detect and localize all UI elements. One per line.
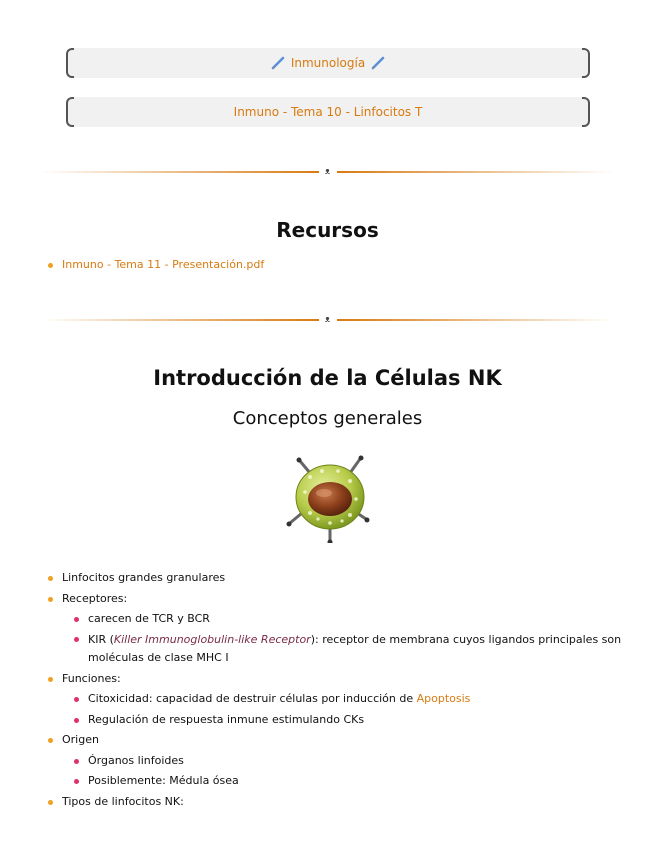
course-link[interactable]: Inmunología [290,56,366,70]
kir-term: Killer Immunoglobulin-like Receptor [113,632,311,646]
intro-subtitle: Conceptos generales [232,408,423,429]
sub-list [62,751,623,792]
recursos-heading: Recursos [276,218,379,242]
sub-list [62,689,623,730]
list-item: KIR (Killer Immunoglobulin-like Receptor): receptor de membrana cuyos ligandos principales son moléculas de clase MHC I [74,630,623,669]
content-list [48,568,623,812]
sub-list [62,609,623,669]
recursos-list [48,258,264,271]
section-divider [40,166,615,178]
divider-ornament-icon: ᴥ [324,167,331,177]
list-item: Funciones: Citoxicidad: capacidad de destruir células por inducción de Apoptosis Regulación de respuesta inmune estimulando CKs [48,669,623,731]
list-item: Tipos de linfocitos NK: [48,792,623,813]
syringe-icon [271,56,285,70]
list-item: Linfocitos grandes granulares [48,568,623,589]
intro-title: Introducción de la Células NK [153,366,502,390]
nk-cell-illustration [280,447,376,543]
list-item: Origen Órganos linfoides Posiblemente: Médula ósea [48,730,623,792]
list-item: Citoxicidad: capacidad de destruir células por inducción de Apoptosis [74,689,623,710]
course-nav-box [68,48,588,78]
syringe-icon [371,56,385,70]
list-item: Regulación de respuesta inmune estimulando CKs [74,710,623,731]
section-divider [40,314,615,326]
divider-ornament-icon: ᴥ [324,315,331,325]
list-item: Posiblemente: Médula ósea [74,771,623,792]
list-item: Órganos linfoides [74,751,623,772]
list-item [48,258,264,271]
topic-nav-box [68,97,588,127]
list-item: carecen de TCR y BCR [74,609,623,630]
apoptosis-link[interactable]: Apoptosis [416,692,471,705]
recurso-pdf-link[interactable]: Inmuno - Tema 11 - Presentación.pdf [62,258,265,271]
topic-link[interactable]: Inmuno - Tema 10 - Linfocitos T [233,105,423,119]
list-item: Receptores: carecen de TCR y BCR KIR (Killer Immunoglobulin-like Receptor): receptor de membrana cuyos ligandos principales son moléculas de clase MHC I [48,589,623,669]
